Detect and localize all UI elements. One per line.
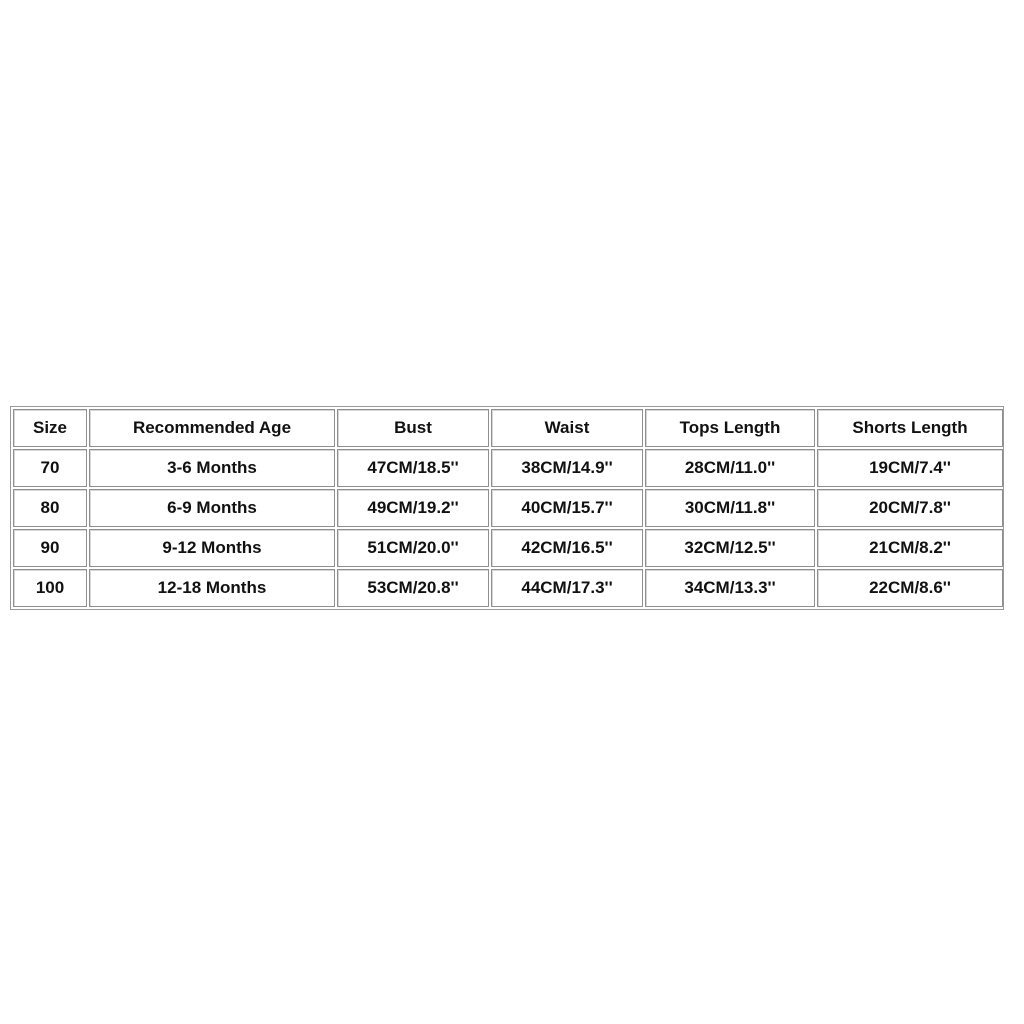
cell-size: 90 (13, 529, 87, 567)
header-recommended-age: Recommended Age (89, 409, 335, 447)
size-chart-table (11, 407, 1005, 609)
cell-waist: 40CM/15.7'' (491, 489, 643, 527)
cell-tops-length: 34CM/13.3'' (645, 569, 815, 607)
cell-bust: 53CM/20.8'' (337, 569, 489, 607)
header-waist: Waist (491, 409, 643, 447)
cell-bust: 49CM/19.2'' (337, 489, 489, 527)
cell-size: 80 (13, 489, 87, 527)
table-row (13, 489, 1003, 527)
header-shorts-length: Shorts Length (817, 409, 1003, 447)
cell-recommended-age: 6-9 Months (89, 489, 335, 527)
table-row (13, 449, 1003, 487)
cell-waist: 42CM/16.5'' (491, 529, 643, 567)
size-chart-table-frame (10, 406, 1004, 610)
cell-recommended-age: 12-18 Months (89, 569, 335, 607)
cell-recommended-age: 9-12 Months (89, 529, 335, 567)
cell-tops-length: 28CM/11.0'' (645, 449, 815, 487)
cell-size: 100 (13, 569, 87, 607)
cell-waist: 44CM/17.3'' (491, 569, 643, 607)
cell-shorts-length: 22CM/8.6'' (817, 569, 1003, 607)
cell-tops-length: 32CM/12.5'' (645, 529, 815, 567)
cell-shorts-length: 20CM/7.8'' (817, 489, 1003, 527)
header-bust: Bust (337, 409, 489, 447)
table-header-row (13, 409, 1003, 447)
cell-recommended-age: 3-6 Months (89, 449, 335, 487)
table-row (13, 529, 1003, 567)
header-tops-length: Tops Length (645, 409, 815, 447)
cell-size: 70 (13, 449, 87, 487)
header-size: Size (13, 409, 87, 447)
cell-shorts-length: 21CM/8.2'' (817, 529, 1003, 567)
cell-bust: 51CM/20.0'' (337, 529, 489, 567)
cell-bust: 47CM/18.5'' (337, 449, 489, 487)
cell-waist: 38CM/14.9'' (491, 449, 643, 487)
cell-shorts-length: 19CM/7.4'' (817, 449, 1003, 487)
table-row (13, 569, 1003, 607)
cell-tops-length: 30CM/11.8'' (645, 489, 815, 527)
